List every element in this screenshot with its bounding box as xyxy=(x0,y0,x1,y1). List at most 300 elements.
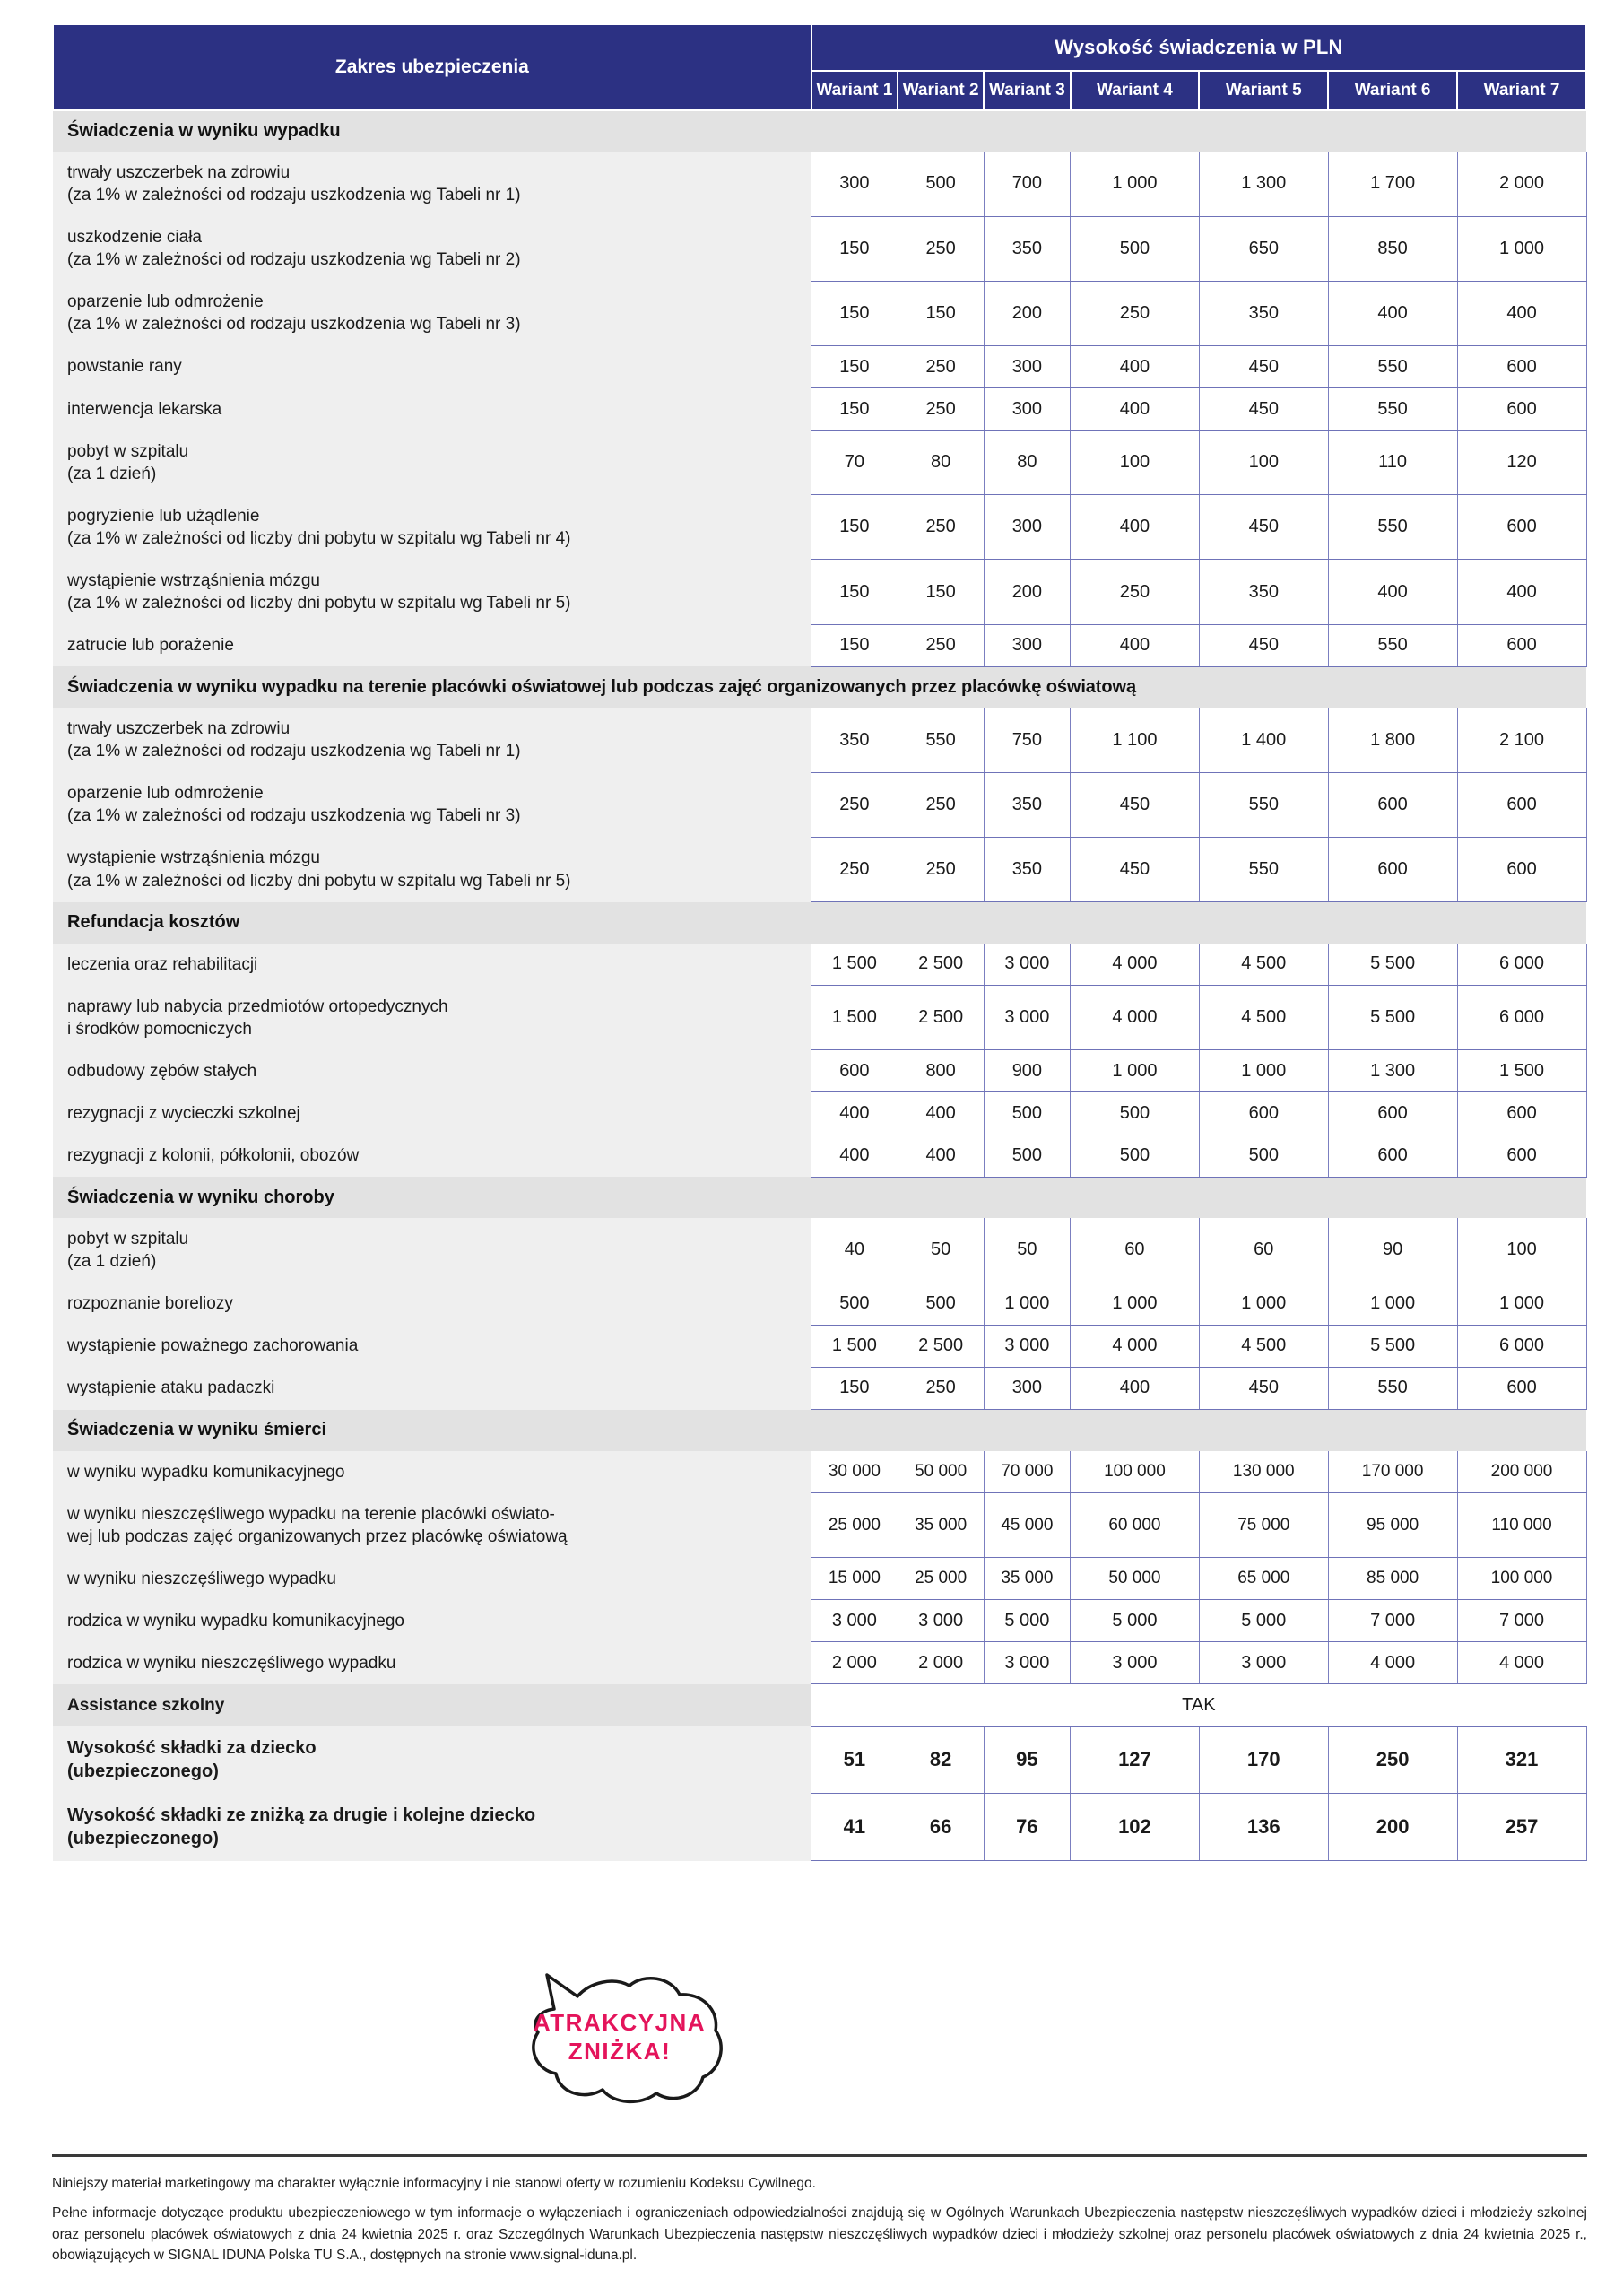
row-label-main: wystąpienie wstrząśnienia mózgu xyxy=(67,570,320,590)
table-row xyxy=(53,1135,1586,1177)
value-cell: 400 xyxy=(1071,624,1200,666)
table-row xyxy=(53,1642,1586,1684)
row-label xyxy=(53,1283,812,1325)
value-cell: 250 xyxy=(1071,560,1200,624)
row-label xyxy=(53,388,812,430)
premium-value-cell: 321 xyxy=(1457,1726,1586,1794)
row-label-main: uszkodzenie ciała xyxy=(67,228,202,248)
header-variant-3: Wariant 3 xyxy=(984,71,1070,110)
header-variant-7: Wariant 7 xyxy=(1457,71,1586,110)
value-cell: 250 xyxy=(898,216,984,281)
value-cell: 600 xyxy=(1457,345,1586,387)
row-label-main: pobyt w szpitalu xyxy=(67,441,189,461)
value-cell: 600 xyxy=(1457,772,1586,837)
header-variant-4: Wariant 4 xyxy=(1071,71,1200,110)
benefits-sheet xyxy=(52,23,1587,1861)
value-cell: 100 xyxy=(1071,430,1200,495)
section-title: Świadczenia w wyniku wypadku na terenie placówki oświatowej lub podczas zajęć organizowanych przez placówkę oświatową xyxy=(53,666,1586,708)
table-row xyxy=(53,281,1586,345)
table-row xyxy=(53,624,1586,666)
row-label-sub: (za 1% w zależności od rodzaju uszkodzenia wg Tabeli nr 2) xyxy=(67,250,521,270)
value-cell: 600 xyxy=(812,1050,898,1092)
value-cell: 550 xyxy=(898,708,984,772)
value-cell: 50 xyxy=(984,1218,1070,1283)
value-cell: 300 xyxy=(812,152,898,216)
row-label-main: wystąpienie wstrząśnienia mózgu xyxy=(67,848,320,868)
row-label-main: wystąpienie poważnego zachorowania xyxy=(67,1336,359,1356)
value-cell: 600 xyxy=(1457,388,1586,430)
value-cell: 15 000 xyxy=(812,1558,898,1600)
value-cell: 600 xyxy=(1457,1367,1586,1409)
footer-divider xyxy=(52,2154,1587,2157)
value-cell: 1 100 xyxy=(1071,708,1200,772)
value-cell: 3 000 xyxy=(984,944,1070,986)
value-cell: 350 xyxy=(812,708,898,772)
value-cell: 350 xyxy=(984,837,1070,901)
value-cell: 250 xyxy=(898,1367,984,1409)
value-cell: 170 000 xyxy=(1328,1451,1457,1493)
premium-value-cell: 250 xyxy=(1328,1726,1457,1794)
value-cell: 600 xyxy=(1457,495,1586,560)
value-cell: 45 000 xyxy=(984,1493,1070,1558)
section-header-row xyxy=(53,1177,1586,1218)
row-label xyxy=(53,1092,812,1135)
value-cell: 7 000 xyxy=(1457,1600,1586,1642)
table-row xyxy=(53,1367,1586,1409)
value-cell: 250 xyxy=(812,837,898,901)
value-cell: 550 xyxy=(1328,345,1457,387)
bubble-line-2: ZNIŻKA! xyxy=(568,2038,672,2065)
value-cell: 550 xyxy=(1328,1367,1457,1409)
footer-line-2: Pełne informacje dotyczące produktu ubezpieczeniowego w tym informacje o wyłączeniach i ograniczeniach odpowiedzialności znajdują się w Ogólnych Warunkach Ubezpieczenia następstw nieszczęśliwych wypadków dzieci i młodzieży szkolnej oraz personelu placówek oświatowych z dnia 24 kwietnia 2025 r. oraz Szczególnych Warunkach Ubezpieczenia następstw nieszczęśliwych wypadków dzieci i młodzieży szkolnej oraz personelu placówek oświatowych z dnia 24 kwietnia 2025 r., obowiązujących w SIGNAL IDUNA Polska TU S.A., dostępnych na stronie www.signal-iduna.pl. xyxy=(52,2205,1587,2263)
table-row xyxy=(53,495,1586,560)
row-label-main: rezygnacji z kolonii, półkolonii, obozów xyxy=(67,1146,360,1166)
value-cell: 75 000 xyxy=(1199,1493,1328,1558)
value-cell: 250 xyxy=(812,772,898,837)
row-label-main: interwencja lekarska xyxy=(67,399,222,419)
premium-value-cell: 95 xyxy=(984,1726,1070,1794)
value-cell: 3 000 xyxy=(984,1642,1070,1684)
value-cell: 60 xyxy=(1199,1218,1328,1283)
value-cell: 150 xyxy=(812,216,898,281)
premium-value-cell: 82 xyxy=(898,1726,984,1794)
row-label-main: leczenia oraz rehabilitacji xyxy=(67,954,258,974)
row-label xyxy=(53,152,812,216)
value-cell: 450 xyxy=(1199,388,1328,430)
value-cell: 35 000 xyxy=(984,1558,1070,1600)
value-cell: 50 xyxy=(898,1218,984,1283)
table-row xyxy=(53,560,1586,624)
row-label xyxy=(53,1325,812,1367)
header-amount: Wysokość świadczenia w PLN xyxy=(812,24,1586,71)
value-cell: 250 xyxy=(898,388,984,430)
value-cell: 1 000 xyxy=(1071,1050,1200,1092)
value-cell: 30 000 xyxy=(812,1451,898,1493)
value-cell: 450 xyxy=(1071,837,1200,901)
value-cell: 4 000 xyxy=(1071,1325,1200,1367)
value-cell: 550 xyxy=(1328,495,1457,560)
premium-value-cell: 200 xyxy=(1328,1794,1457,1861)
value-cell: 400 xyxy=(1071,388,1200,430)
value-cell: 120 xyxy=(1457,430,1586,495)
section-title: Świadczenia w wyniku choroby xyxy=(53,1177,1586,1218)
value-cell: 35 000 xyxy=(898,1493,984,1558)
value-cell: 300 xyxy=(984,388,1070,430)
value-cell: 3 000 xyxy=(1199,1642,1328,1684)
row-label-main: pobyt w szpitalu xyxy=(67,1230,189,1249)
value-cell: 600 xyxy=(1457,1135,1586,1177)
header-variant-5: Wariant 5 xyxy=(1199,71,1328,110)
discount-bubble xyxy=(508,1966,732,2109)
table-row xyxy=(53,944,1586,986)
value-cell: 750 xyxy=(984,708,1070,772)
section-header-row xyxy=(53,902,1586,944)
row-label-main: pogryzienie lub użądlenie xyxy=(67,506,260,526)
value-cell: 150 xyxy=(812,388,898,430)
value-cell: 4 500 xyxy=(1199,986,1328,1050)
section-title: Świadczenia w wyniku śmierci xyxy=(53,1410,1586,1451)
value-cell: 400 xyxy=(812,1135,898,1177)
section-header-row xyxy=(53,1410,1586,1451)
value-cell: 100 xyxy=(1457,1218,1586,1283)
value-cell: 1 000 xyxy=(984,1283,1070,1325)
value-cell: 250 xyxy=(898,495,984,560)
value-cell: 600 xyxy=(1328,1135,1457,1177)
row-label xyxy=(53,345,812,387)
table-row xyxy=(53,837,1586,901)
value-cell: 1 500 xyxy=(1457,1050,1586,1092)
value-cell: 450 xyxy=(1199,1367,1328,1409)
assistance-row xyxy=(53,1684,1586,1726)
value-cell: 80 xyxy=(898,430,984,495)
row-label xyxy=(53,772,812,837)
value-cell: 95 000 xyxy=(1328,1493,1457,1558)
row-label-sub: (za 1% w zależności od rodzaju uszkodzenia wg Tabeli nr 1) xyxy=(67,186,521,205)
row-label-main: rezygnacji z wycieczki szkolnej xyxy=(67,1103,300,1123)
table-row xyxy=(53,152,1586,216)
value-cell: 450 xyxy=(1199,624,1328,666)
value-cell: 25 000 xyxy=(812,1493,898,1558)
premium-value-cell: 127 xyxy=(1071,1726,1200,1794)
value-cell: 350 xyxy=(984,216,1070,281)
row-label xyxy=(53,1600,812,1642)
row-label xyxy=(53,430,812,495)
row-label-main: rodzica w wyniku nieszczęśliwego wypadku xyxy=(67,1653,396,1673)
value-cell: 150 xyxy=(812,624,898,666)
value-cell: 450 xyxy=(1199,495,1328,560)
value-cell: 600 xyxy=(1199,1092,1328,1135)
value-cell: 550 xyxy=(1328,624,1457,666)
value-cell: 2 500 xyxy=(898,944,984,986)
table-row xyxy=(53,708,1586,772)
value-cell: 1 000 xyxy=(1457,216,1586,281)
row-label-sub: wej lub podczas zajęć organizowanych przez placówkę oświatową xyxy=(67,1526,568,1546)
row-label-main: oparzenie lub odmrożenie xyxy=(67,292,264,312)
value-cell: 700 xyxy=(984,152,1070,216)
table-row xyxy=(53,1283,1586,1325)
value-cell: 150 xyxy=(898,281,984,345)
header-variant-1: Wariant 1 xyxy=(812,71,898,110)
value-cell: 300 xyxy=(984,624,1070,666)
value-cell: 400 xyxy=(1071,1367,1200,1409)
value-cell: 500 xyxy=(1071,216,1200,281)
table-row xyxy=(53,1451,1586,1493)
value-cell: 350 xyxy=(1199,560,1328,624)
value-cell: 350 xyxy=(1199,281,1328,345)
value-cell: 6 000 xyxy=(1457,986,1586,1050)
row-label-sub: (za 1% w zależności od liczby dni pobytu w szpitalu wg Tabeli nr 5) xyxy=(67,871,571,891)
value-cell: 450 xyxy=(1199,345,1328,387)
value-cell: 5 500 xyxy=(1328,944,1457,986)
row-label-sub: (za 1% w zależności od rodzaju uszkodzenia wg Tabeli nr 3) xyxy=(67,315,521,335)
value-cell: 5 500 xyxy=(1328,1325,1457,1367)
value-cell: 600 xyxy=(1457,837,1586,901)
value-cell: 2 000 xyxy=(1457,152,1586,216)
value-cell: 6 000 xyxy=(1457,944,1586,986)
table-row xyxy=(53,216,1586,281)
value-cell: 5 000 xyxy=(1071,1600,1200,1642)
row-label xyxy=(53,1218,812,1283)
value-cell: 300 xyxy=(984,345,1070,387)
value-cell: 400 xyxy=(812,1092,898,1135)
row-label-main: naprawy lub nabycia przedmiotów ortopedycznych xyxy=(67,996,448,1016)
premium-label-sub: (ubezpieczonego) xyxy=(67,1829,219,1849)
value-cell: 4 000 xyxy=(1071,986,1200,1050)
value-cell: 400 xyxy=(1071,345,1200,387)
value-cell: 400 xyxy=(898,1135,984,1177)
row-label-sub: (za 1 dzień) xyxy=(67,1252,157,1272)
row-label xyxy=(53,944,812,986)
row-label xyxy=(53,1451,812,1493)
value-cell: 200 xyxy=(984,281,1070,345)
value-cell: 50 000 xyxy=(898,1451,984,1493)
row-label-sub: (za 1% w zależności od liczby dni pobytu w szpitalu wg Tabeli nr 4) xyxy=(67,528,571,548)
value-cell: 850 xyxy=(1328,216,1457,281)
row-label-main: w wyniku nieszczęśliwego wypadku na terenie placówki oświato- xyxy=(67,1504,555,1524)
row-label-main: trwały uszczerbek na zdrowiu xyxy=(67,163,291,182)
value-cell: 1 000 xyxy=(1457,1283,1586,1325)
section-header-row xyxy=(53,110,1586,152)
value-cell: 500 xyxy=(1071,1135,1200,1177)
value-cell: 100 xyxy=(1199,430,1328,495)
value-cell: 100 000 xyxy=(1071,1451,1200,1493)
value-cell: 90 xyxy=(1328,1218,1457,1283)
value-cell: 110 xyxy=(1328,430,1457,495)
value-cell: 400 xyxy=(898,1092,984,1135)
row-label xyxy=(53,281,812,345)
value-cell: 400 xyxy=(1457,281,1586,345)
value-cell: 60 xyxy=(1071,1218,1200,1283)
premium-row xyxy=(53,1794,1586,1861)
value-cell: 1 500 xyxy=(812,986,898,1050)
premium-label-main: Wysokość składki za dziecko xyxy=(67,1738,317,1759)
value-cell: 3 000 xyxy=(1071,1642,1200,1684)
value-cell: 40 xyxy=(812,1218,898,1283)
table-row xyxy=(53,1558,1586,1600)
row-label xyxy=(53,216,812,281)
value-cell: 300 xyxy=(984,1367,1070,1409)
value-cell: 250 xyxy=(898,624,984,666)
value-cell: 3 000 xyxy=(984,1325,1070,1367)
premium-value-cell: 136 xyxy=(1199,1794,1328,1861)
table-row xyxy=(53,772,1586,837)
value-cell: 600 xyxy=(1328,837,1457,901)
value-cell: 3 000 xyxy=(984,986,1070,1050)
value-cell: 600 xyxy=(1457,1092,1586,1135)
premium-value-cell: 102 xyxy=(1071,1794,1200,1861)
section-header-row xyxy=(53,666,1586,708)
table-row xyxy=(53,1600,1586,1642)
value-cell: 250 xyxy=(898,772,984,837)
premium-value-cell: 66 xyxy=(898,1794,984,1861)
value-cell: 6 000 xyxy=(1457,1325,1586,1367)
value-cell: 600 xyxy=(1328,1092,1457,1135)
bubble-line-1: ATRAKCYJNA xyxy=(533,2009,707,2037)
row-label xyxy=(53,560,812,624)
value-cell: 1 400 xyxy=(1199,708,1328,772)
value-cell: 5 500 xyxy=(1328,986,1457,1050)
row-label-sub: (za 1% w zależności od rodzaju uszkodzenia wg Tabeli nr 3) xyxy=(67,806,521,826)
row-label xyxy=(53,1367,812,1409)
value-cell: 70 xyxy=(812,430,898,495)
value-cell: 800 xyxy=(898,1050,984,1092)
row-label-main: trwały uszczerbek na zdrowiu xyxy=(67,719,291,739)
row-label xyxy=(53,1050,812,1092)
row-label-main: w wyniku nieszczęśliwego wypadku xyxy=(67,1569,336,1588)
row-label-main: w wyniku wypadku komunikacyjnego xyxy=(67,1462,345,1482)
row-label xyxy=(53,1558,812,1600)
value-cell: 400 xyxy=(1457,560,1586,624)
value-cell: 4 500 xyxy=(1199,1325,1328,1367)
value-cell: 150 xyxy=(898,560,984,624)
row-label xyxy=(53,624,812,666)
value-cell: 150 xyxy=(812,281,898,345)
value-cell: 60 000 xyxy=(1071,1493,1200,1558)
row-label-main: rozpoznanie boreliozy xyxy=(67,1294,233,1314)
value-cell: 350 xyxy=(984,772,1070,837)
value-cell: 1 000 xyxy=(1199,1283,1328,1325)
value-cell: 7 000 xyxy=(1328,1600,1457,1642)
table-row xyxy=(53,1493,1586,1558)
value-cell: 500 xyxy=(1071,1092,1200,1135)
value-cell: 1 000 xyxy=(1328,1283,1457,1325)
value-cell: 150 xyxy=(812,1367,898,1409)
value-cell: 650 xyxy=(1199,216,1328,281)
value-cell: 150 xyxy=(812,345,898,387)
value-cell: 1 500 xyxy=(812,1325,898,1367)
header-variant-2: Wariant 2 xyxy=(898,71,984,110)
value-cell: 200 000 xyxy=(1457,1451,1586,1493)
value-cell: 500 xyxy=(898,1283,984,1325)
value-cell: 900 xyxy=(984,1050,1070,1092)
value-cell: 200 xyxy=(984,560,1070,624)
premium-value-cell: 76 xyxy=(984,1794,1070,1861)
value-cell: 400 xyxy=(1328,560,1457,624)
row-label-sub: (za 1% w zależności od rodzaju uszkodzenia wg Tabeli nr 1) xyxy=(67,742,521,761)
row-label-sub: (za 1 dzień) xyxy=(67,464,157,483)
value-cell: 550 xyxy=(1199,837,1328,901)
row-label-main: rodzica w wyniku wypadku komunikacyjnego xyxy=(67,1611,404,1631)
value-cell: 2 000 xyxy=(812,1642,898,1684)
value-cell: 1 300 xyxy=(1328,1050,1457,1092)
row-label-sub: i środków pomocniczych xyxy=(67,1019,252,1039)
value-cell: 4 000 xyxy=(1457,1642,1586,1684)
table-row xyxy=(53,1218,1586,1283)
value-cell: 150 xyxy=(812,495,898,560)
table-row xyxy=(53,430,1586,495)
section-title: Refundacja kosztów xyxy=(53,902,1586,944)
value-cell: 250 xyxy=(898,345,984,387)
value-cell: 4 000 xyxy=(1071,944,1200,986)
value-cell: 500 xyxy=(984,1092,1070,1135)
value-cell: 2 500 xyxy=(898,986,984,1050)
value-cell: 1 000 xyxy=(1071,1283,1200,1325)
value-cell: 250 xyxy=(898,837,984,901)
value-cell: 400 xyxy=(1071,495,1200,560)
value-cell: 500 xyxy=(898,152,984,216)
benefits-table xyxy=(52,23,1587,1861)
value-cell: 600 xyxy=(1328,772,1457,837)
premium-value-cell: 51 xyxy=(812,1726,898,1794)
row-label-main: zatrucie lub porażenie xyxy=(67,636,234,656)
premium-label-sub: (ubezpieczonego) xyxy=(67,1761,219,1782)
section-title: Świadczenia w wyniku wypadku xyxy=(53,110,1586,152)
value-cell: 1 500 xyxy=(812,944,898,986)
value-cell: 130 000 xyxy=(1199,1451,1328,1493)
premium-value-cell: 170 xyxy=(1199,1726,1328,1794)
table-row xyxy=(53,345,1586,387)
table-row xyxy=(53,1325,1586,1367)
premium-value-cell: 41 xyxy=(812,1794,898,1861)
row-label xyxy=(53,708,812,772)
value-cell: 2 500 xyxy=(898,1325,984,1367)
row-label-main: oparzenie lub odmrożenie xyxy=(67,784,264,804)
value-cell: 70 000 xyxy=(984,1451,1070,1493)
row-label-main: wystąpienie ataku padaczki xyxy=(67,1378,275,1398)
value-cell: 3 000 xyxy=(898,1600,984,1642)
value-cell: 100 000 xyxy=(1457,1558,1586,1600)
value-cell: 2 100 xyxy=(1457,708,1586,772)
assistance-value: TAK xyxy=(812,1684,1586,1726)
value-cell: 4 000 xyxy=(1328,1642,1457,1684)
row-label xyxy=(53,986,812,1050)
value-cell: 500 xyxy=(812,1283,898,1325)
footer-disclaimer xyxy=(52,2154,1587,2266)
value-cell: 250 xyxy=(1071,281,1200,345)
value-cell: 110 000 xyxy=(1457,1493,1586,1558)
assistance-label: Assistance szkolny xyxy=(53,1684,812,1726)
row-label-main: powstanie rany xyxy=(67,357,182,377)
value-cell: 550 xyxy=(1199,772,1328,837)
table-row xyxy=(53,1050,1586,1092)
value-cell: 150 xyxy=(812,560,898,624)
header-variant-6: Wariant 6 xyxy=(1328,71,1457,110)
premium-row xyxy=(53,1726,1586,1794)
value-cell: 1 800 xyxy=(1328,708,1457,772)
value-cell: 2 000 xyxy=(898,1642,984,1684)
value-cell: 4 500 xyxy=(1199,944,1328,986)
row-label xyxy=(53,1135,812,1177)
footer-line-1: Niniejszy materiał marketingowy ma charakter wyłącznie informacyjny i nie stanowi oferty w rozumieniu Kodeksu Cywilnego. xyxy=(52,2176,816,2191)
table-header xyxy=(53,24,1586,110)
value-cell: 500 xyxy=(984,1135,1070,1177)
value-cell: 1 300 xyxy=(1199,152,1328,216)
value-cell: 550 xyxy=(1328,388,1457,430)
value-cell: 600 xyxy=(1457,624,1586,666)
premium-value-cell: 257 xyxy=(1457,1794,1586,1861)
premium-label xyxy=(53,1726,812,1794)
value-cell: 400 xyxy=(1328,281,1457,345)
